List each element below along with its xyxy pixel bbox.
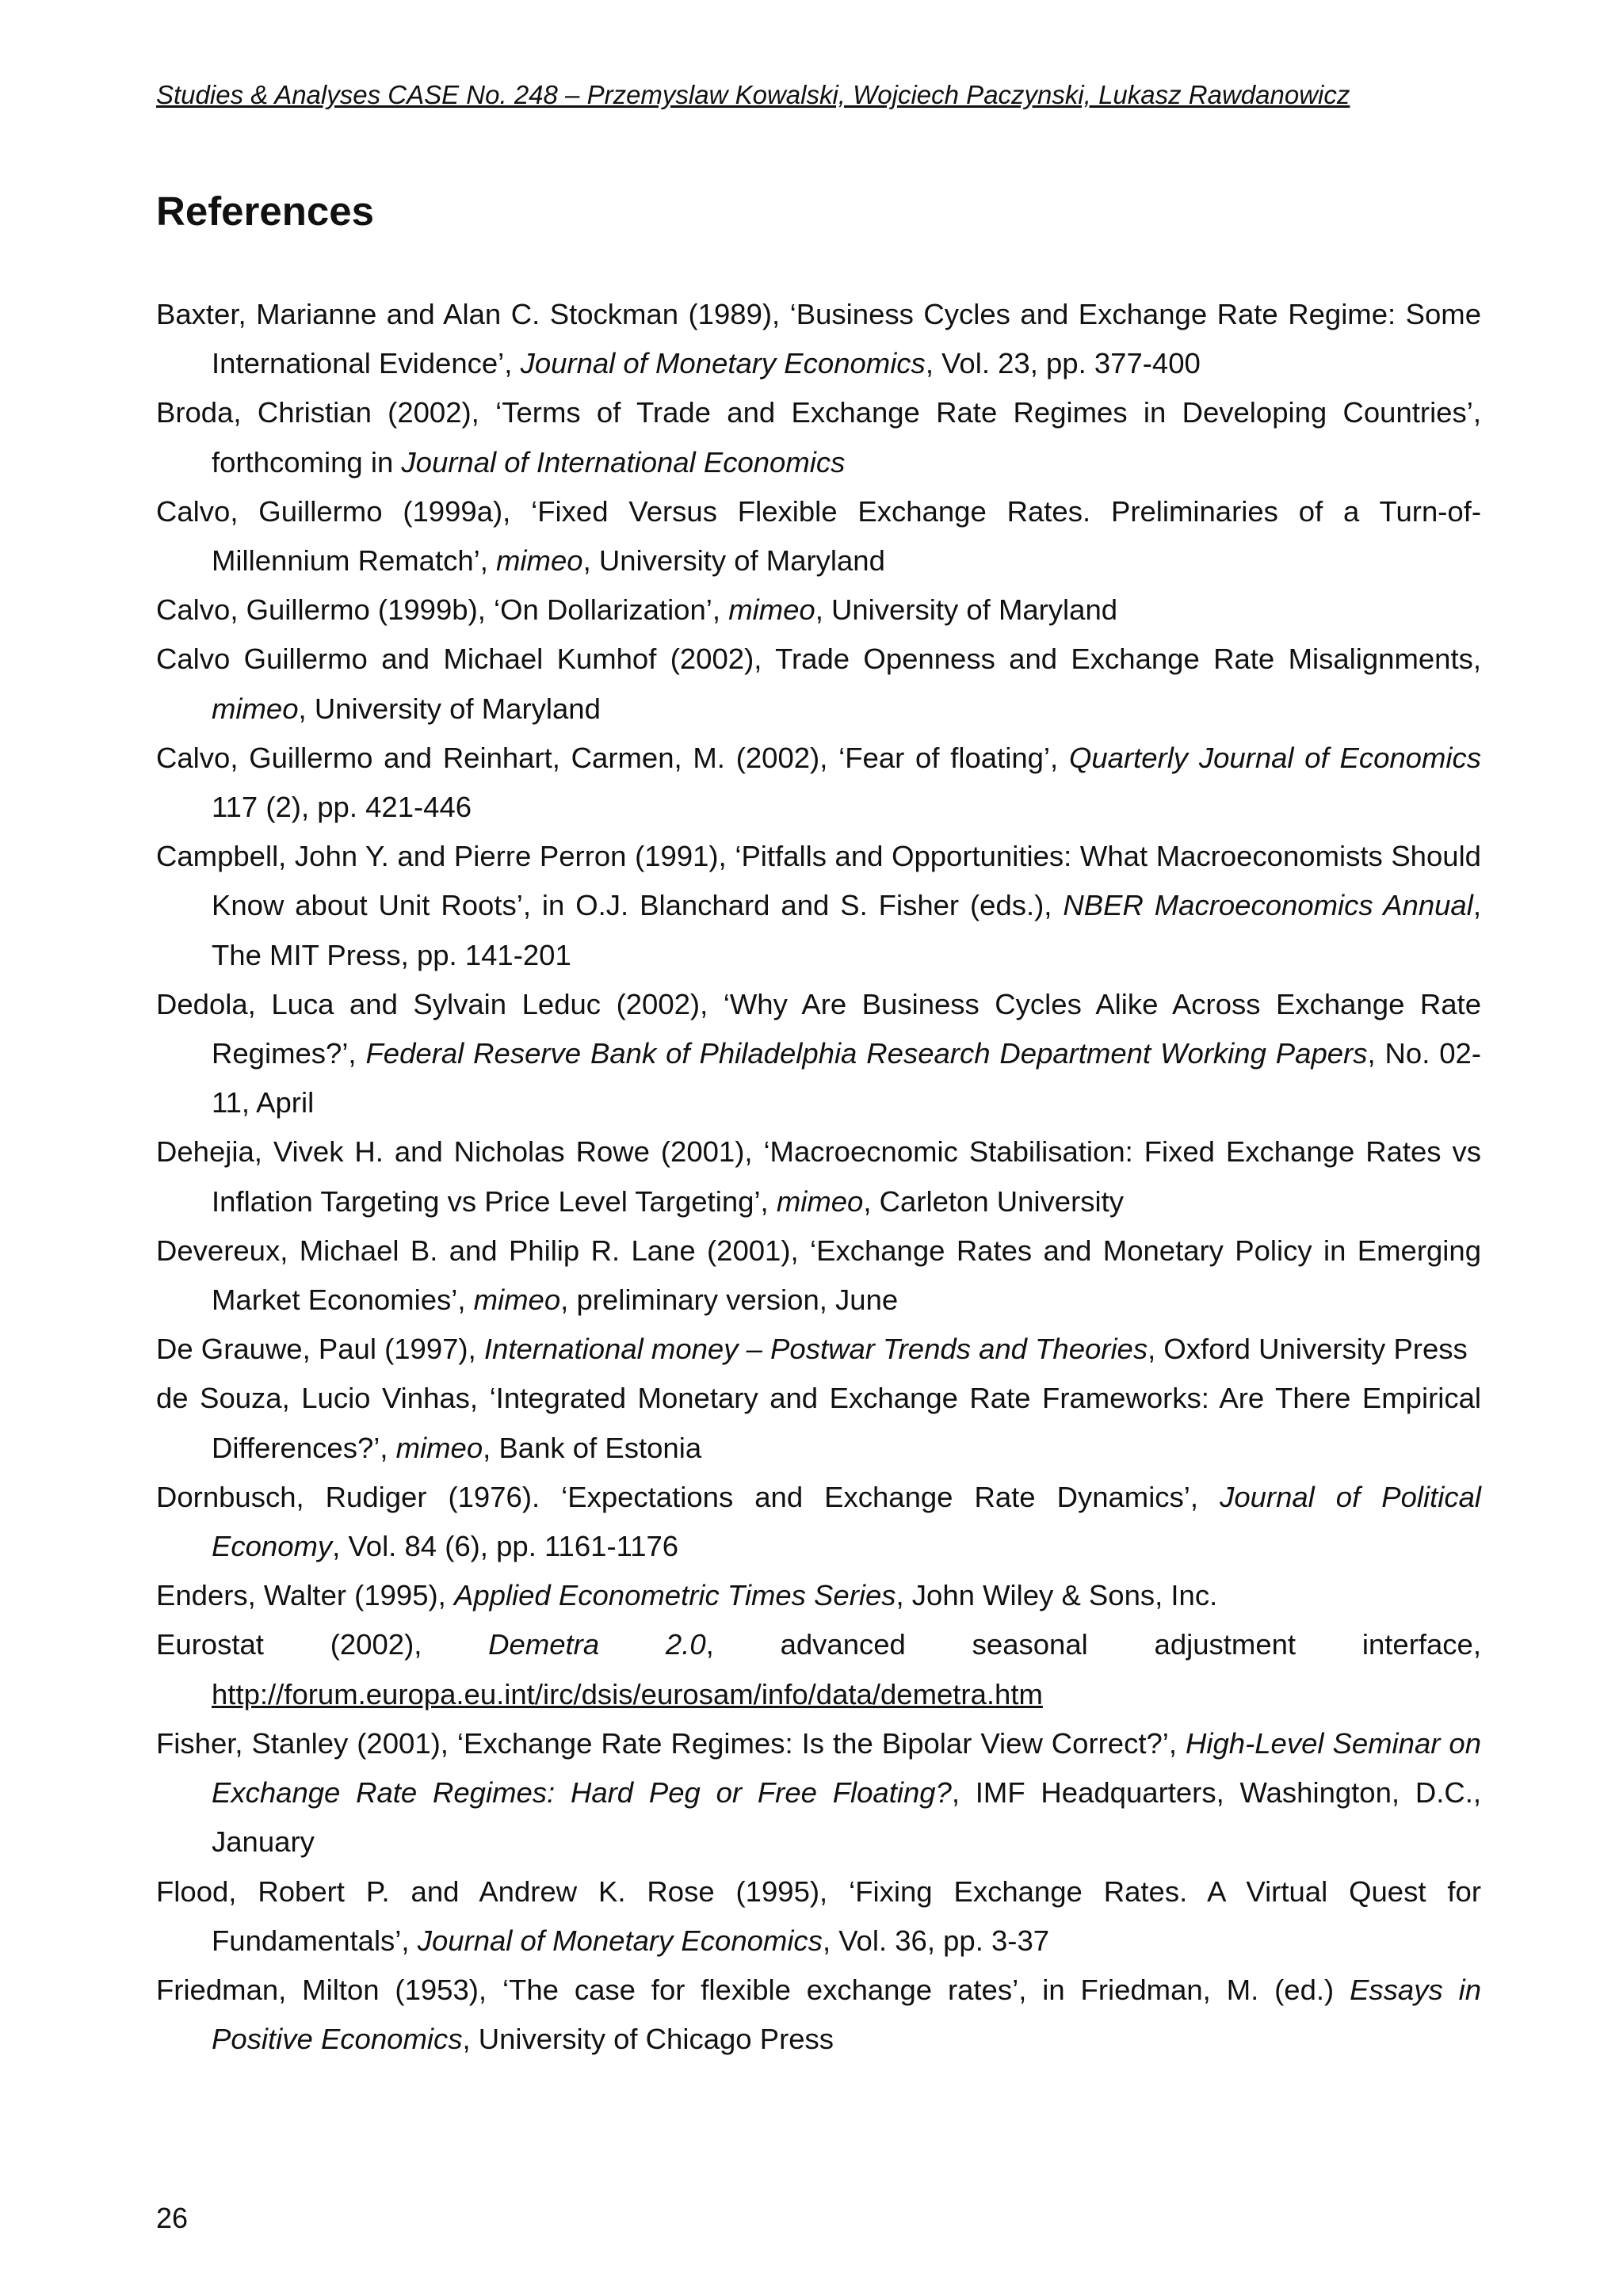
reference-journal: Demetra 2.0 [488,1628,706,1661]
reference-journal: Quarterly Journal of Economics [1068,741,1481,774]
reference-text: , advanced seasonal adjustment interface, [705,1628,1481,1661]
reference-item-calvo-1999a [156,487,1481,585]
reference-text: De Grauwe, Paul (1997), [156,1333,484,1366]
reference-item-dedola-leduc-2002 [156,980,1481,1128]
reference-journal: mimeo [728,593,815,627]
reference-text: , John Wiley & Sons, Inc. [896,1579,1218,1612]
reference-text: , Vol. 36, pp. 3-37 [822,1924,1050,1957]
reference-item-devereux-lane-2001 [156,1226,1481,1325]
reference-item-de-grauwe-1997 [156,1325,1481,1374]
reference-text: Dedola, Luca and Sylvain Leduc (2002), ‘Why Are Business Cycles Alike Across Exchange Rate Regimes?’, [156,987,1481,1070]
reference-item-enders-1995 [156,1571,1481,1620]
reference-text: Calvo, Guillermo (1999a), ‘Fixed Versus Flexible Exchange Rates. Preliminaries of a Turn-of-Millennium Rematch’, [156,494,1481,578]
reference-item-baxter-1989 [156,290,1481,388]
reference-text: , Vol. 84 (6), pp. 1161-1176 [332,1530,679,1563]
reference-text: Dehejia, Vivek H. and Nicholas Rowe (2001), ‘Macroecnomic Stabilisation: Fixed Exchange Rates vs Inflation Targeting vs Price Level Targeting’, [156,1135,1481,1218]
reference-text: Flood, Robert P. and Andrew K. Rose (1995), ‘Fixing Exchange Rates. A Virtual Quest for Fundamentals’, [156,1875,1481,1957]
reference-text: , Carleton University [863,1184,1124,1218]
reference-text: , University of Maryland [815,593,1118,627]
reference-item-broda-2002 [156,388,1481,486]
reference-item-campbell-perron-1991 [156,832,1481,980]
reference-text: , University of Chicago Press [462,2023,834,2056]
reference-item-friedman-1953 [156,1966,1481,2064]
section-title: References [156,189,374,234]
reference-text: 117 (2), pp. 421-446 [212,791,472,824]
reference-item-fisher-2001 [156,1719,1481,1867]
reference-text: Enders, Walter (1995), [156,1579,454,1612]
reference-journal: Essays in Positive Economics [212,1973,1481,2056]
reference-text: Dornbusch, Rudiger (1976). ‘Expectations and Exchange Rate Dynamics’, [156,1480,1220,1513]
reference-text: , Bank of Estonia [483,1431,702,1464]
reference-text: , The MIT Press, pp. 141-201 [212,889,1481,971]
reference-text: , preliminary version, June [560,1283,899,1317]
reference-journal: High-Level Seminar on Exchange Rate Regimes: Hard Peg or Free Floating? [212,1726,1481,1810]
reference-text: , University of Maryland [298,692,601,725]
reference-journal: Journal of Political Economy [212,1480,1481,1563]
reference-journal: mimeo [395,1431,483,1464]
reference-text: Devereux, Michael B. and Philip R. Lane (2001), ‘Exchange Rates and Monetary Policy in Emerging Market Economies’, [156,1234,1481,1317]
reference-text: Calvo, Guillermo (1999b), ‘On Dollarization’, [156,593,729,627]
reference-text: , No. 02-11, April [212,1037,1482,1119]
reference-text: Broda, Christian (2002), ‘Terms of Trade and Exchange Rate Regimes in Developing Countries’, forthcoming in [156,396,1481,479]
reference-item-calvo-1999b [156,585,1481,635]
reference-journal: Journal of Monetary Economics [520,347,926,380]
reference-text: Eurostat (2002), [156,1628,489,1661]
reference-item-dehejia-rowe-2001 [156,1127,1481,1226]
running-header: Studies & Analyses CASE No. 248 – Przemyslaw Kowalski, Wojciech Paczynski, Lukasz Rawdanowicz [156,80,1350,109]
reference-item-de-souza [156,1374,1481,1472]
reference-journal: mimeo [776,1184,864,1218]
reference-text: , University of Maryland [582,544,885,578]
reference-list [156,290,1481,2064]
reference-item-dornbusch-1976 [156,1473,1481,1571]
reference-journal: mimeo [212,692,299,725]
demetra-link[interactable]: http://forum.europa.eu.int/irc/dsis/eurosam/info/data/demetra.htm [212,1677,1043,1711]
reference-journal: International money – Postwar Trends and Theories [483,1333,1148,1366]
reference-journal: Journal of Monetary Economics [417,1924,823,1957]
reference-text: , Vol. 23, pp. 377-400 [925,347,1201,380]
reference-text: , IMF Headquarters, Washington, D.C., January [212,1776,1481,1859]
reference-journal: Journal of International Economics [401,445,846,479]
reference-journal: mimeo [496,544,583,578]
reference-journal: mimeo [473,1283,561,1317]
reference-journal: Applied Econometric Times Series [453,1579,896,1612]
reference-item-calvo-kumhof-2002 [156,635,1481,733]
reference-text: Fisher, Stanley (2001), ‘Exchange Rate Regimes: Is the Bipolar View Correct?’, [156,1726,1186,1760]
reference-item-flood-rose-1995 [156,1867,1481,1966]
reference-journal: Federal Reserve Bank of Philadelphia Research Department Working Papers [365,1037,1368,1070]
reference-text: Baxter, Marianne and Alan C. Stockman (1989), ‘Business Cycles and Exchange Rate Regime: Some International Evidence’, [156,298,1481,380]
reference-text: de Souza, Lucio Vinhas, ‘Integrated Monetary and Exchange Rate Frameworks: Are There Empirical Differences?’, [156,1382,1481,1464]
reference-text: Calvo Guillermo and Michael Kumhof (2002), Trade Openness and Exchange Rate Misalignments, [156,643,1481,676]
reference-text: Campbell, John Y. and Pierre Perron (1991), ‘Pitfalls and Opportunities: What Macroeconomists Should Know about Unit Roots’, in O.J. Blanchard and S. Fisher (eds.), [156,840,1481,922]
reference-item-calvo-reinhart-2002 [156,734,1481,832]
reference-text: , Oxford University Press [1148,1333,1468,1366]
reference-item-eurostat-2002 [156,1620,1481,1718]
reference-journal: NBER Macroeconomics Annual [1063,889,1473,922]
page-number: 26 [156,2202,189,2234]
reference-text: Calvo, Guillermo and Reinhart, Carmen, M. (2002), ‘Fear of floating’, [156,741,1069,774]
reference-text: Friedman, Milton (1953), ‘The case for flexible exchange rates’, in Friedman, M. (ed.) [156,1973,1350,2006]
